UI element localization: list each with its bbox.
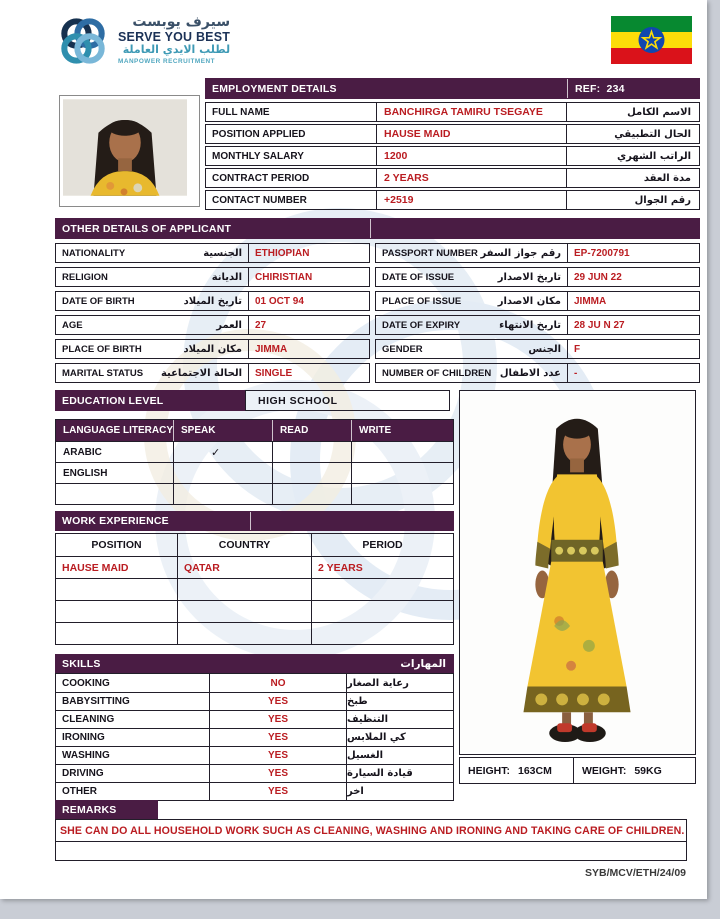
language-row-empty [56,483,453,504]
position-cell [56,623,178,644]
language-literacy-header-row [56,420,453,441]
other-details-right-column [375,243,700,387]
detail-row-date-of-issue [375,267,700,287]
header-divider [370,219,371,238]
field-value: SINGLE [255,367,293,379]
language-name: ENGLISH [56,463,174,483]
applicant-portrait-photo [59,95,200,207]
read-cell [273,463,352,483]
skill-name: DRIVING [56,765,210,782]
detail-row-nationality [55,243,370,263]
column-header-period: PERIOD [362,539,403,551]
skill-value: NO [210,674,347,692]
field-label-arabic: تاريخ الاصدار [497,271,561,283]
education-level-header [55,390,245,411]
skills-title-arabic: المهارات [400,657,446,670]
column-header-read: READ [273,420,352,441]
field-value: CHIRISTIAN [255,271,313,283]
language-row-arabic [56,441,453,462]
skill-value: YES [210,747,347,764]
other-details-title: OTHER DETAILS OF APPLICANT [62,222,232,235]
agency-logo [55,12,230,70]
field-label: DATE OF BIRTH [62,295,135,307]
field-label: NUMBER OF CHILDREN [382,367,492,379]
country-cell [178,579,312,600]
field-label-arabic: عدد الاطفال [499,367,561,379]
position-cell: HAUSE MAID [56,557,178,578]
field-label: PLACE OF ISSUE [382,295,462,307]
skill-name: CLEANING [56,711,210,728]
period-cell [312,601,453,622]
field-label: DATE OF EXPIRY [382,319,461,331]
language-name: ARABIC [56,442,174,462]
language-literacy-table [55,419,454,505]
field-label: RELIGION [62,271,108,283]
field-label: MONTHLY SALARY [206,147,377,165]
field-value: ETHIOPIAN [255,247,310,259]
remarks-text: SHE CAN DO ALL HOUSEHOLD WORK SUCH AS CLEANING, WASHING AND IRONING AND TAKING CARE OF CHILDREN. [55,819,687,842]
read-cell [273,484,352,504]
detail-row-number-of-children [375,363,700,383]
weight-cell [574,758,695,783]
write-cell [352,484,453,504]
position-cell [56,601,178,622]
other-details-header [55,218,700,239]
employment-details-header [205,78,700,99]
employment-row-contact [205,190,700,210]
field-label: GENDER [382,343,423,355]
skills-title: SKILLS [62,657,101,670]
employment-row-position [205,124,700,144]
column-header-position: POSITION [56,534,178,556]
work-experience-row-empty [56,600,453,622]
field-label-arabic: الحال التطبيقي [614,128,691,140]
education-level-value: HIGH SCHOOL [245,390,450,411]
ref-label: REF: [575,82,601,95]
speak-cell [174,463,273,483]
speak-cell [174,484,273,504]
agency-arabic-name: سيرف يوبست [132,14,231,30]
work-experience-table [55,533,454,645]
field-label-arabic: مكان الاصدار [497,295,561,307]
detail-row-date-of-birth [55,291,370,311]
detail-row-passport-number [375,243,700,263]
other-details-left-column [55,243,370,387]
skill-name-arabic: كي الملابس [347,732,406,743]
remarks-empty-row [55,841,687,861]
skill-name-arabic: رعاية الصغار [347,677,409,689]
field-value: 28 JU N 27 [574,319,625,331]
skill-name: COOKING [56,674,210,692]
work-experience-row [56,556,453,578]
skill-value: YES [210,783,347,800]
skill-name-arabic: طبخ [347,696,368,707]
field-label-arabic: الحالة الاجتماعية [160,367,242,379]
height-label: HEIGHT: [468,764,510,777]
agency-name: SERVE YOU BEST [118,30,231,45]
write-cell [352,463,453,483]
work-experience-row-empty [56,622,453,644]
height-cell [460,758,574,783]
detail-row-religion [55,267,370,287]
field-value: 01 OCT 94 [255,295,304,307]
field-label-arabic: الجنس [528,343,561,355]
field-label-arabic: مدة العقد [643,172,691,184]
skill-value: YES [210,693,347,710]
field-label: PLACE OF BIRTH [62,343,142,355]
field-value: BANCHIRGA TAMIRU TSEGAYE [377,103,567,121]
language-name [56,484,174,504]
skill-row-driving [56,764,453,782]
column-header-speak: SPEAK [174,420,273,441]
skill-row-other [56,782,453,800]
column-header-write: WRITE [359,425,392,436]
employment-row-salary [205,146,700,166]
skill-name: WASHING [56,747,210,764]
detail-row-place-of-birth [55,339,370,359]
field-label: CONTRACT PERIOD [206,169,377,187]
document-reference-code: SYB/MCV/ETH/24/09 [585,867,686,879]
header-divider [250,512,251,530]
detail-row-age [55,315,370,335]
country-cell: QATAR [178,557,312,578]
skill-row-ironing [56,728,453,746]
field-label-arabic: تاريخ الميلاد [183,295,242,307]
detail-row-place-of-issue [375,291,700,311]
header-divider [567,79,568,98]
skill-value: YES [210,711,347,728]
skill-name-arabic: اخر [347,786,364,797]
field-value: HAUSE MAID [377,125,567,143]
field-label: DATE OF ISSUE [382,271,455,283]
field-label: FULL NAME [206,103,377,121]
skill-row-washing [56,746,453,764]
read-cell [273,442,352,462]
agency-arabic-tagline: لطلب الايدي العاملة [122,43,231,57]
field-label: NATIONALITY [62,247,126,259]
weight-value: 59KG [634,764,662,777]
skill-name: BABYSITTING [56,693,210,710]
field-value: 1200 [377,147,567,165]
field-label-arabic: مكان الميلاد [183,343,242,355]
employment-row-contract [205,168,700,188]
work-experience-row-empty [56,578,453,600]
column-header-country: COUNTRY [178,534,312,556]
field-label-arabic: رقم جواز السفر [480,247,561,259]
logo-knot-icon [55,12,111,70]
education-level-label: EDUCATION LEVEL [62,394,164,407]
field-value: 29 JUN 22 [574,271,622,283]
work-experience-header [55,511,454,531]
country-cell [178,623,312,644]
write-cell [352,442,453,462]
checkmark-icon: ✓ [211,445,221,459]
field-label-arabic: رقم الجوال [634,194,691,206]
skill-name: IRONING [56,729,210,746]
field-value: F [574,343,581,355]
skill-name-arabic: التنظيف [347,714,389,725]
column-header-language: LANGUAGE LITERACY [56,420,174,441]
field-label-arabic: العمر [216,319,242,331]
field-label-arabic: الديانة [211,271,242,283]
work-experience-title: WORK EXPERIENCE [62,515,169,527]
skill-value: YES [210,765,347,782]
remarks-title: REMARKS [62,803,117,816]
skill-name: OTHER [56,783,210,800]
weight-label: WEIGHT: [582,764,627,777]
skill-name-arabic: الغسيل [347,750,384,761]
skill-name-arabic: قيادة السيارة [347,768,413,779]
field-label: AGE [62,319,83,331]
position-cell [56,579,178,600]
agency-tagline: MANPOWER RECRUITMENT [118,58,215,66]
period-cell: 2 YEARS [318,561,363,574]
field-label: CONTACT NUMBER [206,191,377,209]
country-cell [178,601,312,622]
height-value: 163CM [518,764,552,777]
skill-value: YES [210,729,347,746]
ethiopia-flag-icon [611,16,692,64]
field-value: 2 YEARS [377,169,567,187]
detail-row-gender [375,339,700,359]
field-value: - [574,367,578,379]
field-label: POSITION APPLIED [206,125,377,143]
field-label-arabic: تاريخ الانتهاء [499,319,561,331]
employment-details-title: EMPLOYMENT DETAILS [212,82,337,95]
field-value: JIMMA [574,295,607,307]
skill-row-cooking [56,674,453,692]
field-value: JIMMA [255,343,288,355]
field-value: EP-7200791 [574,247,630,259]
period-cell [312,579,453,600]
language-row-english [56,462,453,483]
skills-table [55,673,454,801]
skill-row-babysitting [56,692,453,710]
field-label: MARITAL STATUS [62,367,144,379]
applicant-fullbody-photo [459,390,696,755]
employment-ref [575,83,625,95]
field-value: 27 [255,319,267,331]
detail-row-marital-status [55,363,370,383]
field-label-arabic: الراتب الشهري [617,150,691,162]
ref-value: 234 [606,82,625,95]
field-label: PASSPORT NUMBER [382,247,478,259]
field-label-arabic: الاسم الكامل [627,106,691,118]
period-cell [312,623,453,644]
remarks-header [55,800,158,819]
detail-row-date-of-expiry [375,315,700,335]
field-value: +2519 [377,191,567,209]
field-label-arabic: الجنسية [203,247,242,259]
skill-row-cleaning [56,710,453,728]
skills-header [55,654,454,673]
work-experience-column-headers [56,534,453,556]
employment-details-table [205,78,700,212]
physical-measurements-row [459,757,696,784]
employment-row-full-name [205,102,700,122]
